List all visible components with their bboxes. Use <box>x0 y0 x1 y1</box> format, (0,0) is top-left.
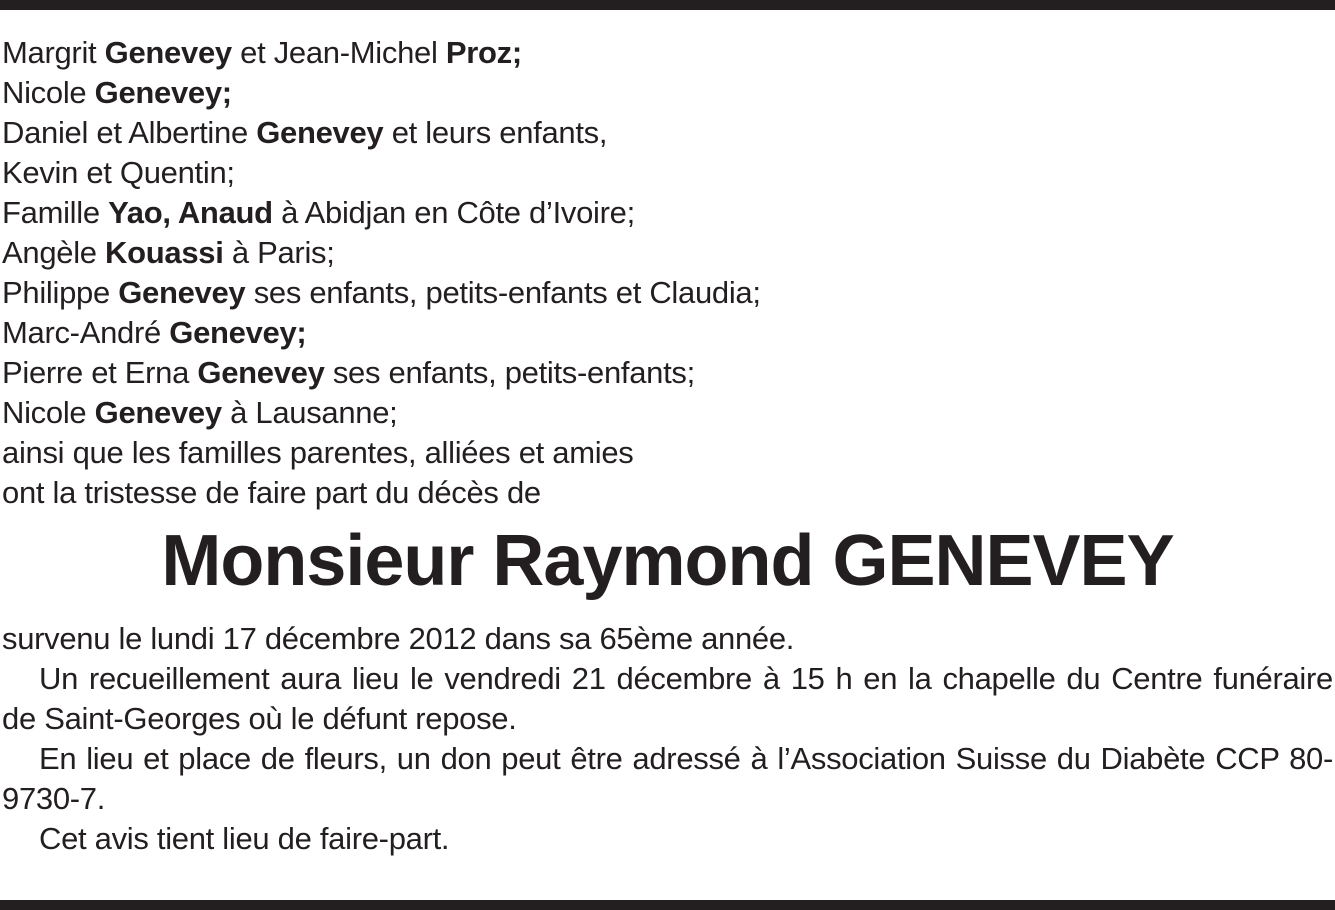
family-text: Kevin et Quentin; <box>2 155 235 190</box>
family-text: et leurs enfants, <box>383 115 608 150</box>
family-text: ainsi que les familles parentes, alliées et amies <box>2 435 634 470</box>
family-line <box>2 233 761 273</box>
deceased-name: Monsieur Raymond GENEVEY <box>161 521 1174 601</box>
family-line <box>2 313 761 353</box>
family-name-bold: Genevey <box>94 395 222 430</box>
family-text: Marc-André <box>2 315 170 350</box>
family-text: Pierre et Erna <box>2 355 198 390</box>
family-text: Nicole <box>2 75 95 110</box>
family-list <box>2 33 761 513</box>
family-name-bold: Genevey <box>197 355 325 390</box>
bottom-rule <box>0 900 1335 910</box>
announcement-details <box>2 619 1333 859</box>
family-line <box>2 193 761 233</box>
family-text: et Jean-Michel <box>231 35 446 70</box>
ceremony-paragraph: Un recueillement aura lieu le vendredi 21 décembre à 15 h en la chapelle du Centre funéraire de Saint-Georges où le défunt repose. <box>2 661 1333 736</box>
family-text: Angèle <box>2 235 106 270</box>
family-name-bold: Kouassi <box>105 235 224 270</box>
family-line <box>2 113 761 153</box>
closing-paragraph: Cet avis tient lieu de faire-part. <box>39 821 450 856</box>
family-name-bold: Proz; <box>445 35 522 70</box>
family-name-bold: Yao, Anaud <box>108 195 273 230</box>
family-text: Daniel et Albertine <box>2 115 257 150</box>
family-text: à Paris; <box>223 235 335 270</box>
family-text: à Lausanne; <box>221 395 398 430</box>
family-text: Nicole <box>2 395 95 430</box>
family-name-bold: Genevey; <box>169 315 307 350</box>
date-line: survenu le lundi 17 décembre 2012 dans sa 65ème année. <box>2 621 795 656</box>
family-text: à Abidjan en Côte d’Ivoire; <box>272 195 635 230</box>
family-line <box>2 473 761 513</box>
family-line <box>2 73 761 113</box>
family-text: ses enfants, petits-enfants; <box>324 355 695 390</box>
donation-paragraph: En lieu et place de fleurs, un don peut être adressé à l’Association Suisse du Diabète CCP 80-9730-7. <box>2 741 1333 816</box>
top-rule <box>0 0 1335 10</box>
family-line <box>2 353 761 393</box>
family-line <box>2 153 761 193</box>
family-line <box>2 433 761 473</box>
family-name-bold: Genevey <box>104 35 232 70</box>
family-name-bold: Genevey <box>118 275 246 310</box>
family-line <box>2 273 761 313</box>
family-line <box>2 33 761 73</box>
family-name-bold: Genevey; <box>94 75 232 110</box>
family-text: Margrit <box>2 35 105 70</box>
family-line <box>2 393 761 433</box>
family-name-bold: Genevey <box>256 115 384 150</box>
family-text: Philippe <box>2 275 119 310</box>
family-text: Famille <box>2 195 109 230</box>
family-text: ont la tristesse de faire part du décès de <box>2 475 541 510</box>
family-text: ses enfants, petits-enfants et Claudia; <box>245 275 761 310</box>
